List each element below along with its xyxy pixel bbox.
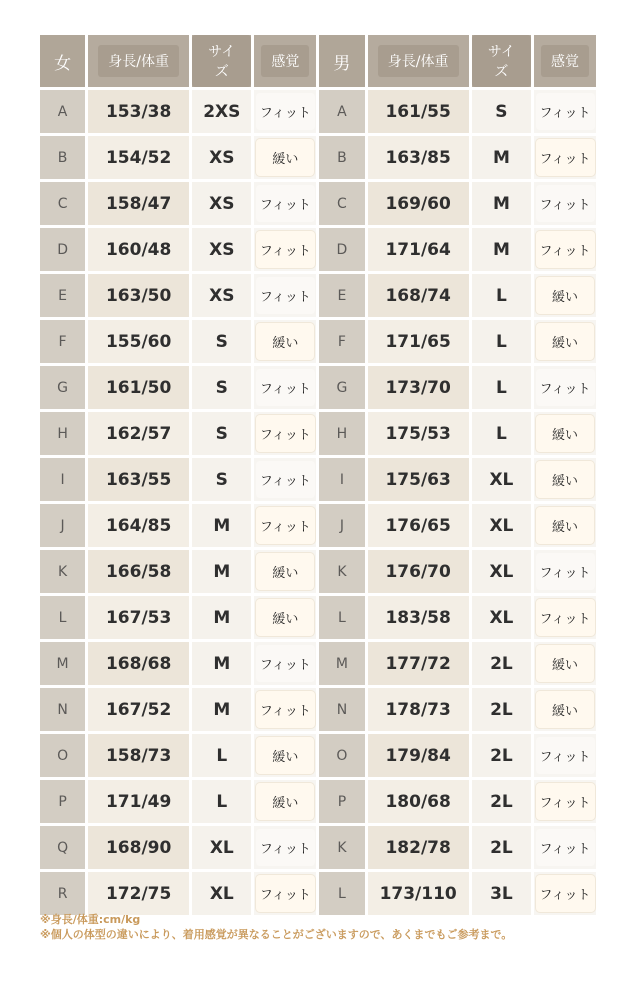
women-height-weight: 163/55: [88, 458, 189, 501]
men-size: L: [472, 412, 531, 455]
women-feel: 緩い: [254, 780, 316, 823]
men-label: D: [319, 228, 364, 271]
table-row: [40, 182, 596, 225]
women-feel: 緩い: [254, 550, 316, 593]
men-label: B: [319, 136, 364, 179]
men-height-weight: 175/63: [368, 458, 469, 501]
women-height-weight: 171/49: [88, 780, 189, 823]
men-label: K: [319, 550, 364, 593]
table-row: [40, 136, 596, 179]
women-height-weight: 167/53: [88, 596, 189, 639]
women-height-weight-header: 身長/体重: [88, 35, 189, 87]
women-height-weight: 163/50: [88, 274, 189, 317]
table-row: [40, 504, 596, 547]
women-size: S: [192, 366, 251, 409]
women-height-weight: 155/60: [88, 320, 189, 363]
men-feel: 緩い: [534, 274, 596, 317]
women-label: H: [40, 412, 85, 455]
women-size: M: [192, 504, 251, 547]
women-size: L: [192, 780, 251, 823]
women-height-weight: 164/85: [88, 504, 189, 547]
men-label: E: [319, 274, 364, 317]
women-size: S: [192, 320, 251, 363]
men-label: O: [319, 734, 364, 777]
women-feel-header: 感覚: [254, 35, 316, 87]
women-size: S: [192, 458, 251, 501]
men-size: 2L: [472, 642, 531, 685]
women-height-weight: 160/48: [88, 228, 189, 271]
table-row: [40, 274, 596, 317]
table-row: [40, 90, 596, 133]
men-feel-header: 感覚: [534, 35, 596, 87]
men-size: 2L: [472, 734, 531, 777]
men-label: L: [319, 596, 364, 639]
men-feel: 緩い: [534, 642, 596, 685]
men-feel: フィット: [534, 734, 596, 777]
men-height-weight: 161/55: [368, 90, 469, 133]
women-height-weight: 153/38: [88, 90, 189, 133]
women-label: E: [40, 274, 85, 317]
women-size: XS: [192, 182, 251, 225]
men-height-weight: 173/70: [368, 366, 469, 409]
women-feel: フィット: [254, 872, 316, 915]
women-feel: 緩い: [254, 136, 316, 179]
table-row: [40, 320, 596, 363]
women-size: M: [192, 688, 251, 731]
women-label: N: [40, 688, 85, 731]
footnote-disclaimer: ※個人の体型の違いにより、着用感覚が異なることがございますので、あくまでもご参考まで。: [40, 928, 513, 941]
women-size: XS: [192, 228, 251, 271]
women-label: Q: [40, 826, 85, 869]
table-row: [40, 458, 596, 501]
men-size: L: [472, 366, 531, 409]
men-header: 男: [319, 35, 364, 87]
women-feel: フィット: [254, 228, 316, 271]
women-height-weight: 161/50: [88, 366, 189, 409]
table-row: [40, 412, 596, 455]
table-row: [40, 596, 596, 639]
men-label: P: [319, 780, 364, 823]
women-feel: 緩い: [254, 320, 316, 363]
men-feel: フィット: [534, 872, 596, 915]
men-label: G: [319, 366, 364, 409]
women-feel: フィット: [254, 504, 316, 547]
men-label: I: [319, 458, 364, 501]
men-label: L: [319, 872, 364, 915]
men-height-weight: 178/73: [368, 688, 469, 731]
table-row: [40, 228, 596, 271]
women-height-weight: 158/73: [88, 734, 189, 777]
men-size-header: サイズ: [472, 35, 531, 87]
women-size: XL: [192, 826, 251, 869]
table-row: [40, 366, 596, 409]
men-feel: フィット: [534, 780, 596, 823]
women-label: D: [40, 228, 85, 271]
table-row: [40, 550, 596, 593]
women-size: S: [192, 412, 251, 455]
women-feel: フィット: [254, 688, 316, 731]
men-feel: 緩い: [534, 504, 596, 547]
men-feel: フィット: [534, 826, 596, 869]
women-height-weight: 168/90: [88, 826, 189, 869]
men-size: 2L: [472, 826, 531, 869]
men-label: F: [319, 320, 364, 363]
women-height-weight: 162/57: [88, 412, 189, 455]
women-label: G: [40, 366, 85, 409]
men-height-weight: 169/60: [368, 182, 469, 225]
men-size: 2L: [472, 780, 531, 823]
women-height-weight: 168/68: [88, 642, 189, 685]
men-height-weight: 173/110: [368, 872, 469, 915]
men-label: H: [319, 412, 364, 455]
table-row: [40, 780, 596, 823]
women-feel: フィット: [254, 182, 316, 225]
table-row: [40, 642, 596, 685]
women-label: P: [40, 780, 85, 823]
table-header: [40, 35, 596, 87]
women-height-weight: 167/52: [88, 688, 189, 731]
men-size: L: [472, 274, 531, 317]
women-feel: フィット: [254, 90, 316, 133]
women-label: K: [40, 550, 85, 593]
men-size: 2L: [472, 688, 531, 731]
women-label: F: [40, 320, 85, 363]
women-label: I: [40, 458, 85, 501]
men-size: M: [472, 136, 531, 179]
women-label: J: [40, 504, 85, 547]
men-size: S: [472, 90, 531, 133]
men-height-weight: 171/65: [368, 320, 469, 363]
men-feel: フィット: [534, 550, 596, 593]
men-label: C: [319, 182, 364, 225]
men-feel: フィット: [534, 596, 596, 639]
men-feel: フィット: [534, 90, 596, 133]
men-feel: 緩い: [534, 320, 596, 363]
footnotes: [40, 912, 512, 942]
men-size: XL: [472, 550, 531, 593]
men-height-weight: 168/74: [368, 274, 469, 317]
men-size: M: [472, 182, 531, 225]
men-size: M: [472, 228, 531, 271]
table-row: [40, 872, 596, 915]
women-size: XS: [192, 274, 251, 317]
women-label: R: [40, 872, 85, 915]
women-label: B: [40, 136, 85, 179]
men-label: K: [319, 826, 364, 869]
men-size: XL: [472, 596, 531, 639]
women-label: L: [40, 596, 85, 639]
men-feel: 緩い: [534, 412, 596, 455]
women-label: C: [40, 182, 85, 225]
women-label: A: [40, 90, 85, 133]
men-label: M: [319, 642, 364, 685]
men-height-weight: 175/53: [368, 412, 469, 455]
women-feel: 緩い: [254, 596, 316, 639]
men-label: J: [319, 504, 364, 547]
men-height-weight: 171/64: [368, 228, 469, 271]
women-size: L: [192, 734, 251, 777]
women-height-weight: 158/47: [88, 182, 189, 225]
men-label: A: [319, 90, 364, 133]
women-feel: フィット: [254, 412, 316, 455]
men-size: 3L: [472, 872, 531, 915]
men-height-weight-header: 身長/体重: [368, 35, 469, 87]
size-table: [37, 32, 599, 918]
women-label: O: [40, 734, 85, 777]
table-row: [40, 734, 596, 777]
men-feel: フィット: [534, 182, 596, 225]
women-feel: フィット: [254, 274, 316, 317]
men-size: XL: [472, 504, 531, 547]
women-label: M: [40, 642, 85, 685]
men-height-weight: 182/78: [368, 826, 469, 869]
women-size: 2XS: [192, 90, 251, 133]
size-chart: [40, 32, 600, 918]
footnote-units: ※身長/体重:cm/kg: [40, 913, 141, 926]
table-row: [40, 688, 596, 731]
men-feel: フィット: [534, 136, 596, 179]
women-height-weight: 154/52: [88, 136, 189, 179]
women-height-weight: 172/75: [88, 872, 189, 915]
women-feel: フィット: [254, 826, 316, 869]
men-height-weight: 179/84: [368, 734, 469, 777]
women-feel: フィット: [254, 642, 316, 685]
table-row: [40, 826, 596, 869]
women-feel: フィット: [254, 366, 316, 409]
women-size: XS: [192, 136, 251, 179]
women-header: 女: [40, 35, 85, 87]
men-height-weight: 163/85: [368, 136, 469, 179]
women-height-weight: 166/58: [88, 550, 189, 593]
men-label: N: [319, 688, 364, 731]
men-feel: フィット: [534, 228, 596, 271]
men-size: XL: [472, 458, 531, 501]
women-size-header: サイズ: [192, 35, 251, 87]
women-feel: 緩い: [254, 734, 316, 777]
women-feel: フィット: [254, 458, 316, 501]
men-feel: 緩い: [534, 688, 596, 731]
women-size: XL: [192, 872, 251, 915]
men-height-weight: 176/65: [368, 504, 469, 547]
men-height-weight: 183/58: [368, 596, 469, 639]
women-size: M: [192, 596, 251, 639]
men-height-weight: 180/68: [368, 780, 469, 823]
women-size: M: [192, 642, 251, 685]
men-feel: フィット: [534, 366, 596, 409]
men-height-weight: 176/70: [368, 550, 469, 593]
men-feel: 緩い: [534, 458, 596, 501]
men-height-weight: 177/72: [368, 642, 469, 685]
women-size: M: [192, 550, 251, 593]
men-size: L: [472, 320, 531, 363]
